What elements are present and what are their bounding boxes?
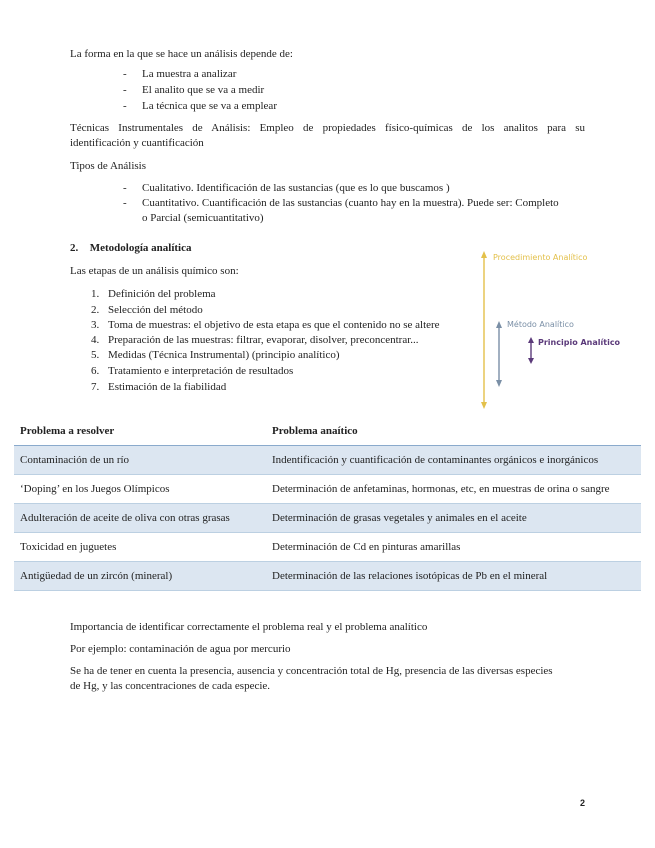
list-item-text: La muestra a analizar <box>142 68 237 80</box>
table-cell: Determinación de Cd en pinturas amarillas <box>266 533 641 562</box>
dash-bullet: - <box>123 68 127 80</box>
closing-line: de Hg, y las concentraciones de cada especie. <box>70 680 271 692</box>
dash-bullet: - <box>123 182 127 194</box>
section-number: 2. <box>70 242 79 254</box>
table-cell: Indentificación y cuantificación de contaminantes orgánicos e inorgánicos <box>266 446 641 475</box>
tecnicas-line: identificación y cuantificación <box>70 137 204 149</box>
metodo-label: Método Analítico <box>507 320 574 329</box>
table-cell: Adulteración de aceite de oliva con otras grasas <box>14 504 266 533</box>
column-header: Problema anaítico <box>266 417 641 446</box>
table-row <box>14 533 641 562</box>
list-item-text: o Parcial (semicuantitativo) <box>142 212 264 224</box>
table-cell: Contaminación de un río <box>14 446 266 475</box>
list-item-text: La técnica que se va a emplear <box>142 100 277 112</box>
dash-bullet: - <box>123 100 127 112</box>
dash-bullet: - <box>123 84 127 96</box>
section-title: Metodología analítica <box>89 242 192 254</box>
tecnicas-paragraph <box>70 121 585 151</box>
closing-paragraph <box>70 664 553 694</box>
intro-line: La forma en la que se hace un análisis depende de: <box>70 48 293 60</box>
procedimiento-label: Procedimiento Analítico <box>493 253 588 262</box>
list-item-text: El analito que se va a medir <box>142 84 265 96</box>
list-item: 1. Definición del problema <box>91 288 216 300</box>
table-row <box>14 562 641 591</box>
metodologia-intro: Las etapas de un análisis químico son: <box>70 265 239 277</box>
list-item-text: Cualitativo. Identificación de las sustancias (que es lo que buscamos ) <box>142 182 450 194</box>
hierarchy-arrows <box>478 250 648 410</box>
closing-paragraph: Por ejemplo: contaminación de agua por mercurio <box>70 643 291 655</box>
principio-label: Principio Analítico <box>538 338 621 347</box>
column-header: Problema a resolver <box>14 417 266 446</box>
table-header-row <box>14 417 641 446</box>
table-cell: Determinación de las relaciones isotópicas de Pb en el mineral <box>266 562 641 591</box>
table-cell: Determinación de grasas vegetales y animales en el aceite <box>266 504 641 533</box>
dash-bullet: - <box>123 197 127 209</box>
tecnicas-line: Técnicas Instrumentales de Análisis: Empleo de propiedades físico-químicas de los analitos para su <box>70 122 585 134</box>
closing-line: Se ha de tener en cuenta la presencia, ausencia y concentración total de Hg, presencia de las diversas especies <box>70 665 553 677</box>
list-item: 6. Tratamiento e interpretación de resultados <box>91 365 294 377</box>
metodo-arrow <box>496 321 502 387</box>
list-item-text: Cuantitativo. Cuantificación de las sustancias (cuanto hay en la muestra). Puede ser: Completo <box>142 197 559 209</box>
table-cell: Toxicidad en juguetes <box>14 533 266 562</box>
table-row <box>14 504 641 533</box>
procedimiento-arrow <box>481 251 487 409</box>
tipos-title: Tipos de Análisis <box>70 160 147 172</box>
table-cell: ‘Doping’ en los Juegos Olímpicos <box>14 475 266 504</box>
list-item: 7. Estimación de la fiabilidad <box>91 381 227 393</box>
table-cell: Antigüedad de un zircón (mineral) <box>14 562 266 591</box>
section-heading <box>70 242 192 254</box>
principio-arrow <box>528 337 534 364</box>
closing-paragraph: Importancia de identificar correctamente el problema real y el problema analítico <box>70 621 428 633</box>
list-item: 5. Medidas (Técnica Instrumental) (principio analítico) <box>91 349 340 361</box>
table-cell: Determinación de anfetaminas, hormonas, etc, en muestras de orina o sangre <box>266 475 641 504</box>
list-item: 4. Preparación de las muestras: filtrar, evaporar, disolver, preconcentrar... <box>91 334 419 346</box>
table-row <box>14 446 641 475</box>
problem-table <box>14 417 641 591</box>
list-item: 2. Selección del método <box>91 304 203 316</box>
list-item: 3. Toma de muestras: el objetivo de esta etapa es que el contenido no se altere <box>91 319 440 331</box>
table-row <box>14 475 641 504</box>
page-number: 2 <box>580 798 586 808</box>
analytical-hierarchy-diagram <box>478 250 648 410</box>
